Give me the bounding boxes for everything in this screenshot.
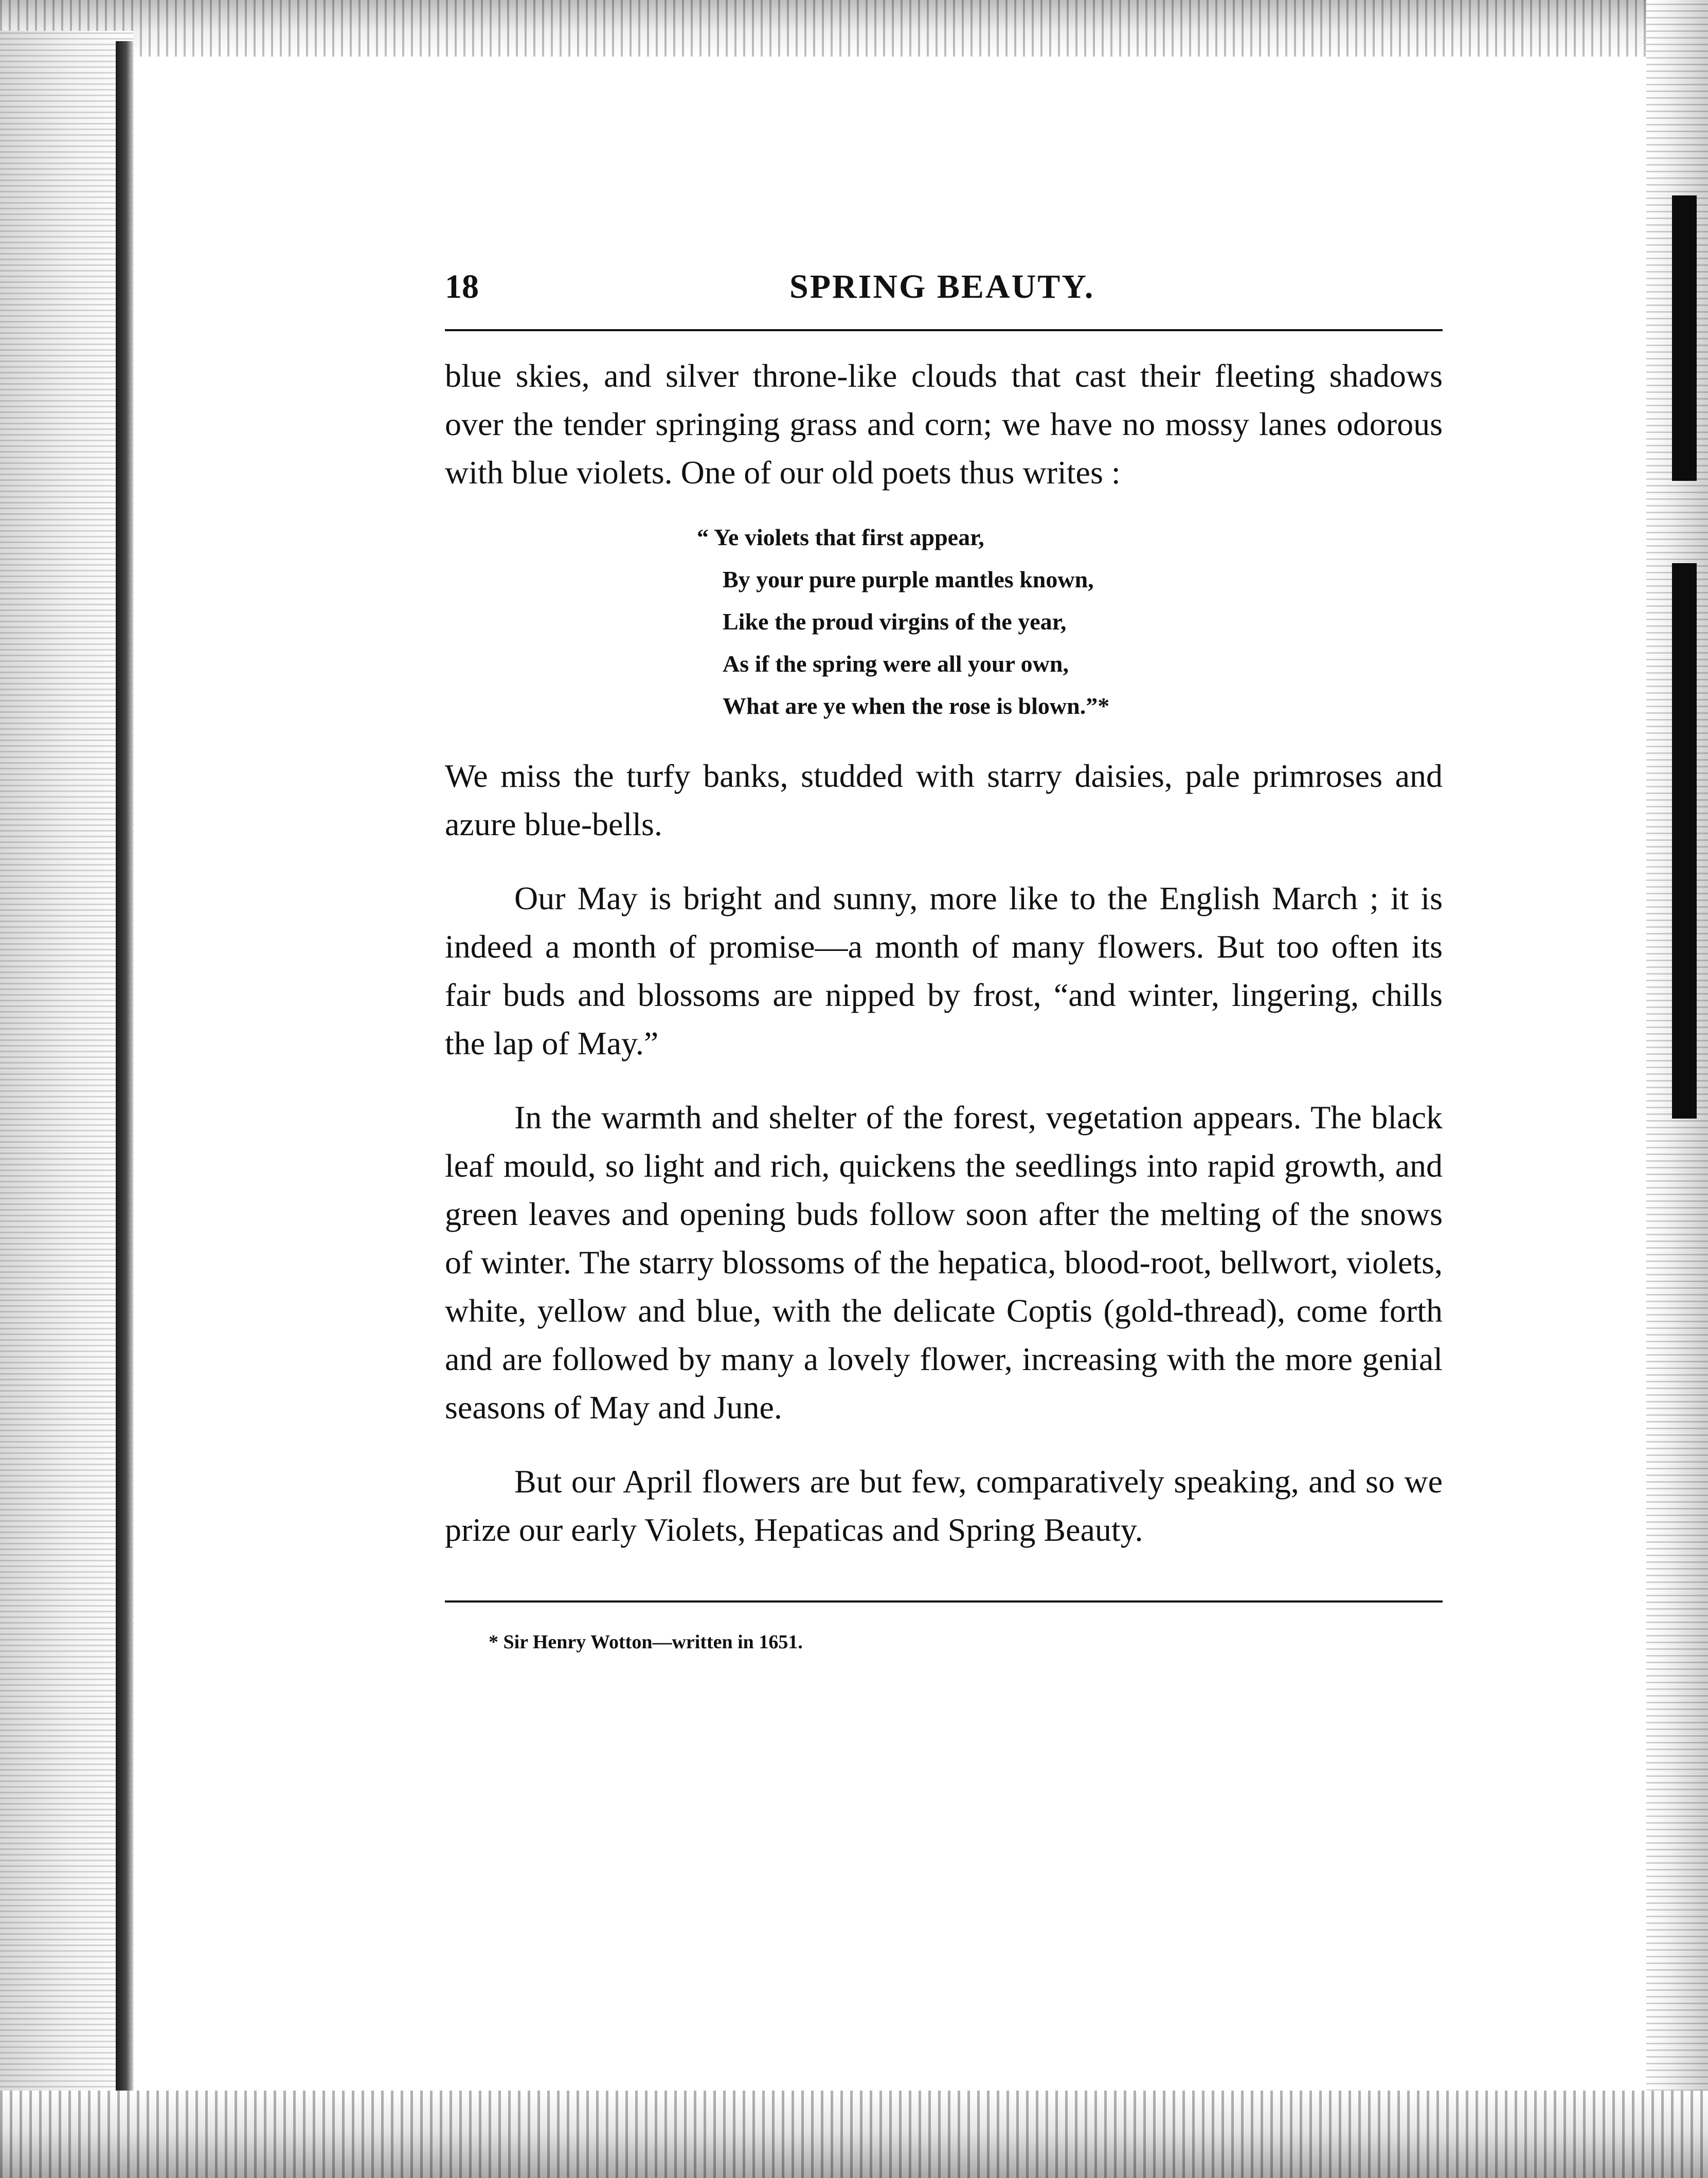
- header-rule: [445, 329, 1443, 331]
- scan-binding-shadow: [116, 41, 133, 2175]
- scan-edge-top: [0, 0, 1708, 57]
- paragraph: blue skies, and silver throne-like clouds that cast their fleeting shadows over the tender springing grass and corn; we have no mossy lanes odorous with blue violets. One of our old poets thus writes :: [445, 357, 1443, 491]
- poem-line: As if the spring were all your own,: [723, 651, 1069, 677]
- running-head: [445, 247, 1443, 324]
- footnote-rule: [445, 1600, 1443, 1603]
- paragraph: In the warmth and shelter of the forest, vegetation appears. The black leaf mould, so light and rich, quickens the seedlings into rapid growth, and green leaves and opening buds follow soon after the melting of the snows of winter. The starry blossoms of the hepatica, blood-root, bellwort, violets, white, yellow and blue, with the delicate Coptis (gold-thread), come forth and are followed by many a lovely flower, increasing with the more genial seasons of May and June.: [445, 1099, 1443, 1426]
- poem-line: What are ye when the rose is blown.”*: [723, 693, 1110, 719]
- page-number: 18: [445, 268, 479, 305]
- paragraph: But our April flowers are but few, comparatively speaking, and so we prize our early Violets, Hepaticas and Spring Beauty.: [445, 1463, 1443, 1548]
- poem-quote: [697, 516, 1443, 727]
- poem-line: “ Ye violets that first appear,: [697, 524, 984, 550]
- scan-edge-bottom: [0, 2091, 1708, 2178]
- footnote: * Sir Henry Wotton—written in 1651.: [489, 1631, 803, 1653]
- paragraph: Our May is bright and sunny, more like to the English March ; it is indeed a month of promise—a month of many flowers. But too often its fair buds and blossoms are nipped by frost, “and winter, lingering, chills the lap of May.”: [445, 880, 1443, 1061]
- poem-line: By your pure purple mantles known,: [723, 566, 1094, 592]
- scan-edge-mark: [1672, 195, 1697, 481]
- book-page: [445, 247, 1443, 1653]
- scan-edge-mark: [1672, 563, 1697, 1119]
- poem-line: Like the proud virgins of the year,: [723, 608, 1067, 635]
- scan-edge-left: [0, 31, 134, 2178]
- running-title: SPRING BEAUTY.: [789, 268, 1095, 305]
- paragraph: We miss the turfy banks, studded with starry daisies, pale primroses and azure blue-bells.: [445, 758, 1443, 842]
